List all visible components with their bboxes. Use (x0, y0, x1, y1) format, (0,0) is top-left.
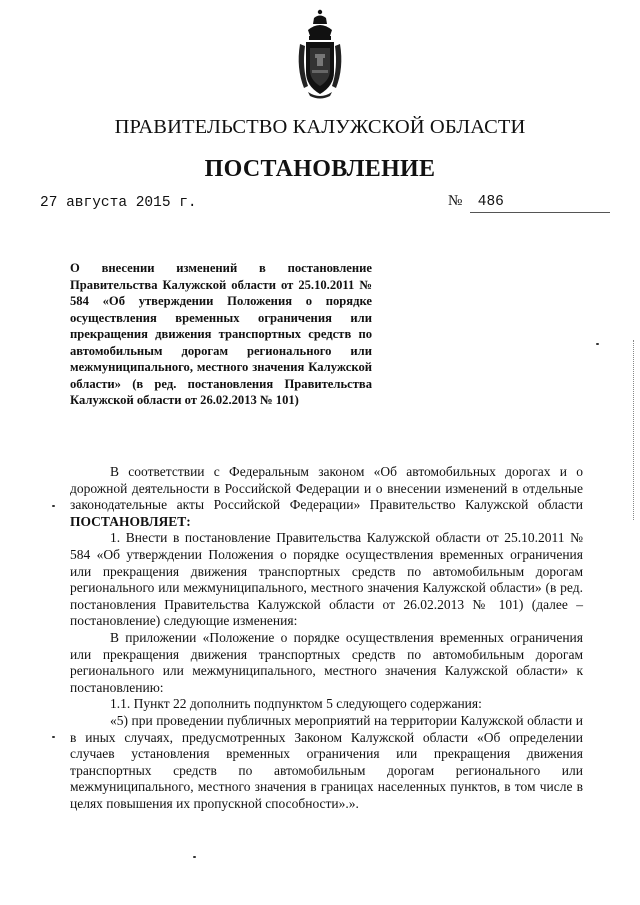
preamble-text: В соответствии с Федеральным законом «Об автомобильных дорогах и о дорожной деятельности в Российской Федерации и о внесении изменений в отдельные законодательные акты Российской Федерации» Правительство Калужской области (70, 464, 583, 513)
document-type: ПОСТАНОВЛЕНИЕ (204, 156, 436, 182)
kaluga-coat-of-arms-icon (294, 8, 346, 100)
document-number (448, 193, 608, 210)
scan-speck (596, 343, 599, 345)
number-underline (470, 212, 610, 213)
paragraph-4: «5) при проведении публичных мероприятий на территории Калужской области и в иных случаях, предусмотренных Законом Калужской области «Об определении случаев установления временных ограничения или прекращения движения транспортных средств по автомобильным дорогам регионального или межмуниципального, местного значения в границах населенных пунктов, в том числе в целях повышения их пропускной способности».». (70, 712, 583, 811)
paragraph-1: 1. Внести в постановление Правительства Калужской области от 25.10.2011 № 584 «Об утверждении Положения о порядке осуществления временных ограничения или прекращения движения транспортных средств по автомобильным дорогам регионального или межмуниципального, местного значения Калужской области» (в ред. постановления Правительства Калужской области от 26.02.2013 № 101) (далее – постановление) следующие изменения: (70, 530, 583, 629)
scan-speck (52, 505, 55, 507)
document-body (70, 464, 583, 812)
paragraph-2: В приложении «Положение о порядке осуществления временных ограничения или прекращения движения транспортных средств по автомобильным дорогам регионального или межмуниципального, местного значения Калужской области» к постановлению: (70, 629, 583, 695)
scan-speck (52, 736, 55, 738)
document-subject: О внесении изменений в постановление Правительства Калужской области от 25.10.2011 № 584 «Об утверждении Положения о порядке осуществления временных ограничения или прекращения движения транспортных средств по автомобильным дорогам регионального или межмуниципального, местного значения Калужской области» (в ред. постановления Правительства Калужской области от 26.02.2013 № 101) (70, 261, 372, 407)
paragraph-3: 1.1. Пункт 22 дополнить подпунктом 5 следующего содержания: (110, 696, 482, 712)
scan-edge (632, 340, 634, 520)
number-value: 486 (477, 194, 504, 210)
resolves-word: ПОСТАНОВЛЯЕТ: (70, 513, 191, 529)
document-date: 27 августа 2015 г. (40, 195, 197, 211)
preamble-paragraph (70, 464, 583, 530)
scan-speck (193, 856, 196, 858)
number-sign: № (448, 193, 463, 209)
government-title: ПРАВИТЕЛЬСТВО КАЛУЖСКОЙ ОБЛАСТИ (114, 116, 526, 138)
